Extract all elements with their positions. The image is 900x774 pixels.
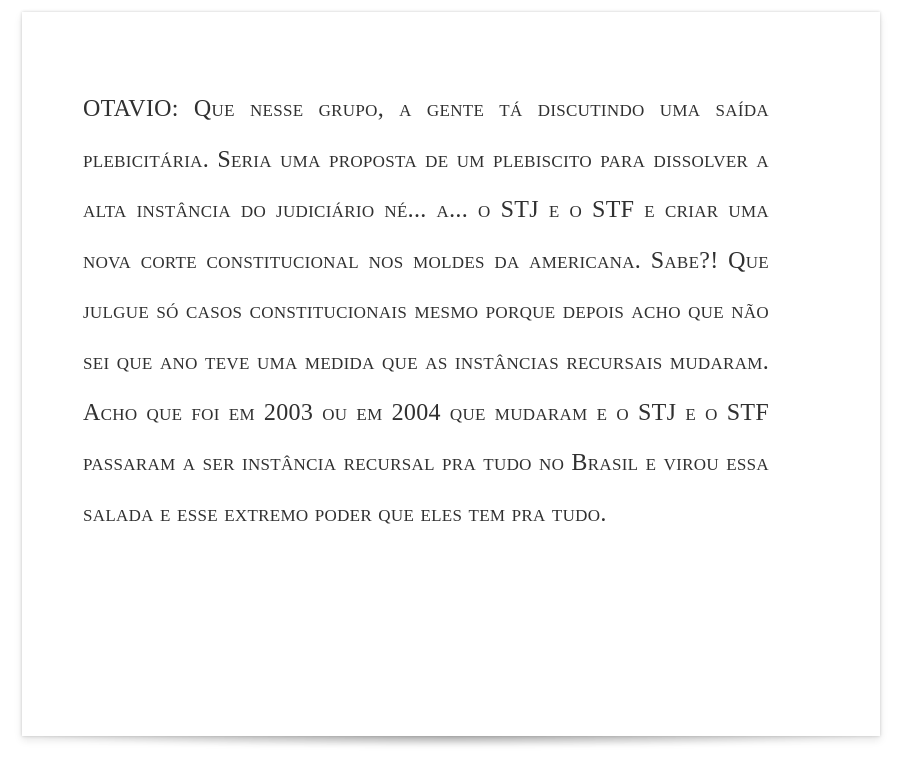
- transcript-paragraph: [83, 84, 769, 539]
- speaker-label: OTAVIO:: [83, 96, 179, 122]
- transcript-text: Que nesse grupo, a gente tá discutindo uma saída plebicitária. Seria uma proposta de um plebiscito para dissolver a alta instância do judiciário né... a... o STJ e o STF e criar uma nova corte constitucional nos moldes da americana. Sabe?! Que julgue só casos constitucionais mesmo porque depois acho que não sei que ano teve uma medida que as instâncias recursais mudaram. Acho que foi em 2003 ou em 2004 que mudaram e o STJ e o STF passaram a ser instância recursal pra tudo no Brasil e virou essa salada e esse extremo poder que eles tem pra tudo.: [83, 96, 769, 527]
